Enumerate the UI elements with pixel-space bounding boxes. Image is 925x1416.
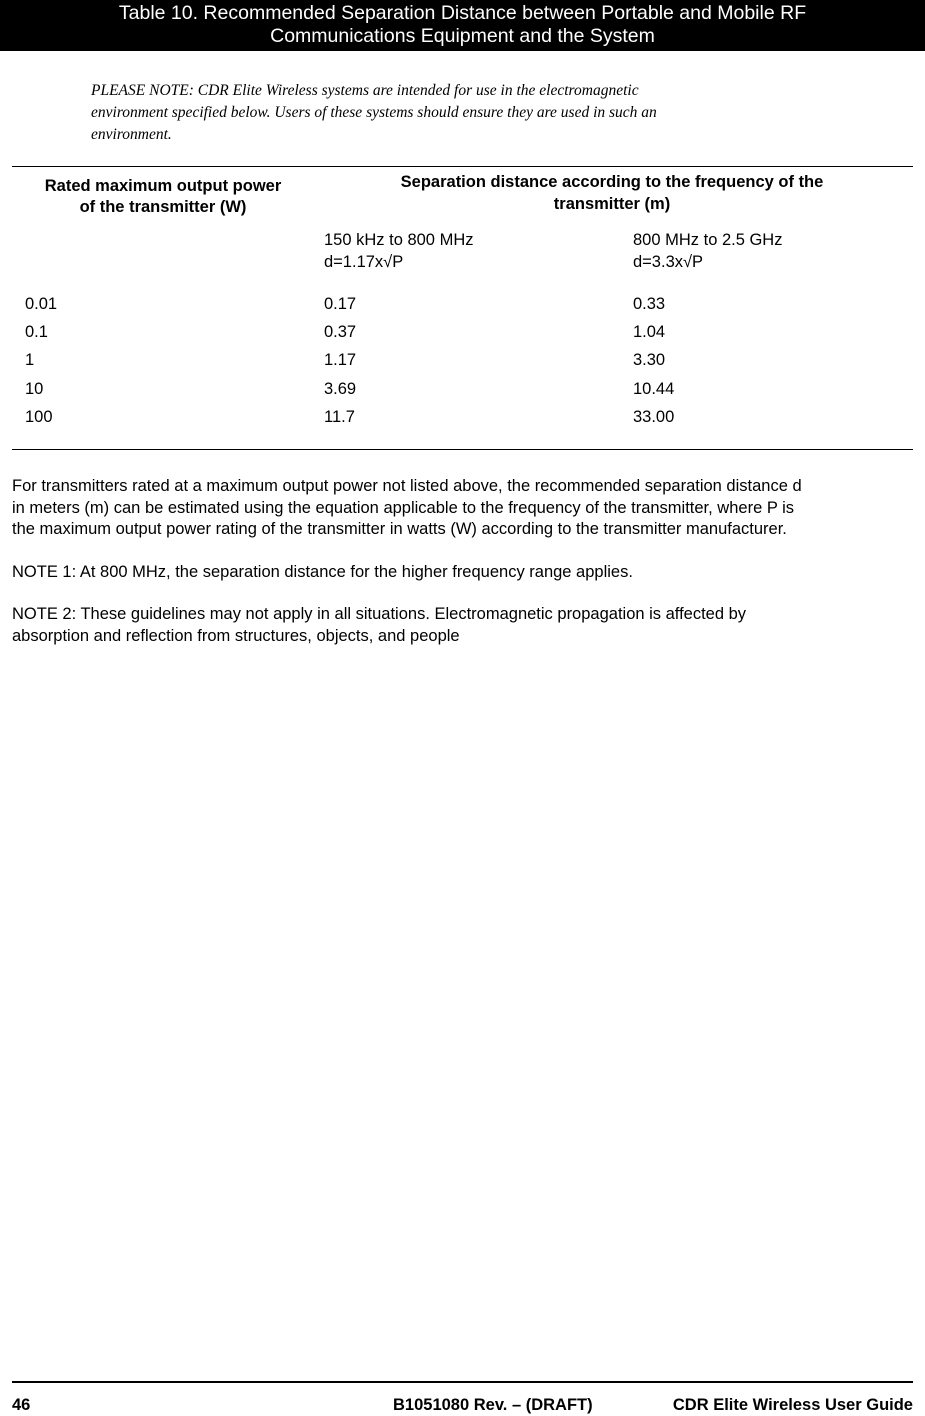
cell-power: 10: [25, 380, 44, 398]
please-note: [91, 80, 811, 146]
note-1: [12, 562, 917, 584]
header-rated-power-line-1: Rated maximum output power: [44, 177, 282, 195]
subheader-low-frequency-formula: d=1.17x√P: [324, 253, 404, 271]
subheader-high-frequency: [633, 229, 782, 273]
header-separation-distance-line-1: Separation distance according to the frequency of the: [400, 173, 824, 191]
cell-distance-low: 3.69: [324, 380, 357, 398]
table-title-line-1: Table 10. Recommended Separation Distance between Portable and Mobile RF: [118, 2, 807, 24]
subheader-low-frequency-range: 150 kHz to 800 MHz: [324, 231, 474, 249]
cell-distance-high: 0.33: [633, 295, 666, 313]
guide-title: CDR Elite Wireless User Guide: [672, 1396, 913, 1414]
page-number: 46: [12, 1396, 31, 1414]
table-row: [0, 293, 925, 321]
cell-distance-high: 10.44: [633, 380, 675, 398]
table-bottom-rule: [12, 449, 913, 450]
header-separation-distance-line-2: transmitter (m): [553, 195, 671, 213]
header-rated-power: [24, 176, 302, 218]
please-note-line-1: PLEASE NOTE: CDR Elite Wireless systems are intended for use in the electromagnetic: [91, 82, 639, 99]
table-row: [0, 378, 925, 406]
table-row: [0, 406, 925, 434]
table-row: [0, 321, 925, 349]
please-note-line-2: environment specified below. Users of these systems should ensure they are used in such an: [91, 104, 657, 121]
table-title-line-2: Communications Equipment and the System: [270, 25, 655, 47]
note-2-line-1: NOTE 2: These guidelines may not apply in all situations. Electromagnetic propagation is affected by: [12, 605, 747, 623]
note-2-line-2: absorption and reflection from structures, objects, and people: [12, 626, 460, 645]
table-row: [0, 349, 925, 377]
cell-power: 0.1: [25, 323, 48, 341]
please-note-line-3: environment.: [91, 126, 172, 143]
estimation-paragraph: [12, 476, 917, 541]
cell-distance-low: 1.17: [324, 351, 357, 369]
note-1-text: NOTE 1: At 800 MHz, the separation distance for the higher frequency range applies.: [12, 563, 633, 581]
cell-power: 1: [25, 351, 35, 369]
subheader-low-frequency: [324, 229, 473, 273]
estimation-paragraph-line-3: the maximum output power rating of the transmitter in watts (W) according to the transmitter manufacturer.: [12, 520, 787, 538]
document-id: B1051080 Rev. – (DRAFT): [393, 1396, 593, 1414]
cell-distance-high: 33.00: [633, 408, 675, 426]
subheader-high-frequency-formula: d=3.3x√P: [633, 253, 704, 271]
cell-power: 0.01: [25, 295, 58, 313]
cell-distance-low: 0.17: [324, 295, 357, 313]
header-rated-power-line-2: of the transmitter (W): [79, 198, 247, 216]
note-2: [12, 604, 917, 647]
cell-distance-high: 1.04: [633, 323, 666, 341]
header-separation-distance: [312, 171, 912, 215]
subheader-high-frequency-range: 800 MHz to 2.5 GHz: [633, 231, 783, 249]
cell-power: 100: [25, 408, 53, 426]
table-title-banner: [0, 0, 925, 51]
cell-distance-high: 3.30: [633, 351, 666, 369]
cell-distance-low: 0.37: [324, 323, 357, 341]
estimation-paragraph-line-2: in meters (m) can be estimated using the equation applicable to the frequency of the transmitter, where P is: [12, 498, 795, 517]
table-top-rule: [12, 166, 913, 167]
estimation-paragraph-line-1: For transmitters rated at a maximum output power not listed above, the recommended separation distance d: [12, 477, 802, 495]
footer-rule: [12, 1381, 913, 1383]
cell-distance-low: 11.7: [324, 408, 355, 426]
